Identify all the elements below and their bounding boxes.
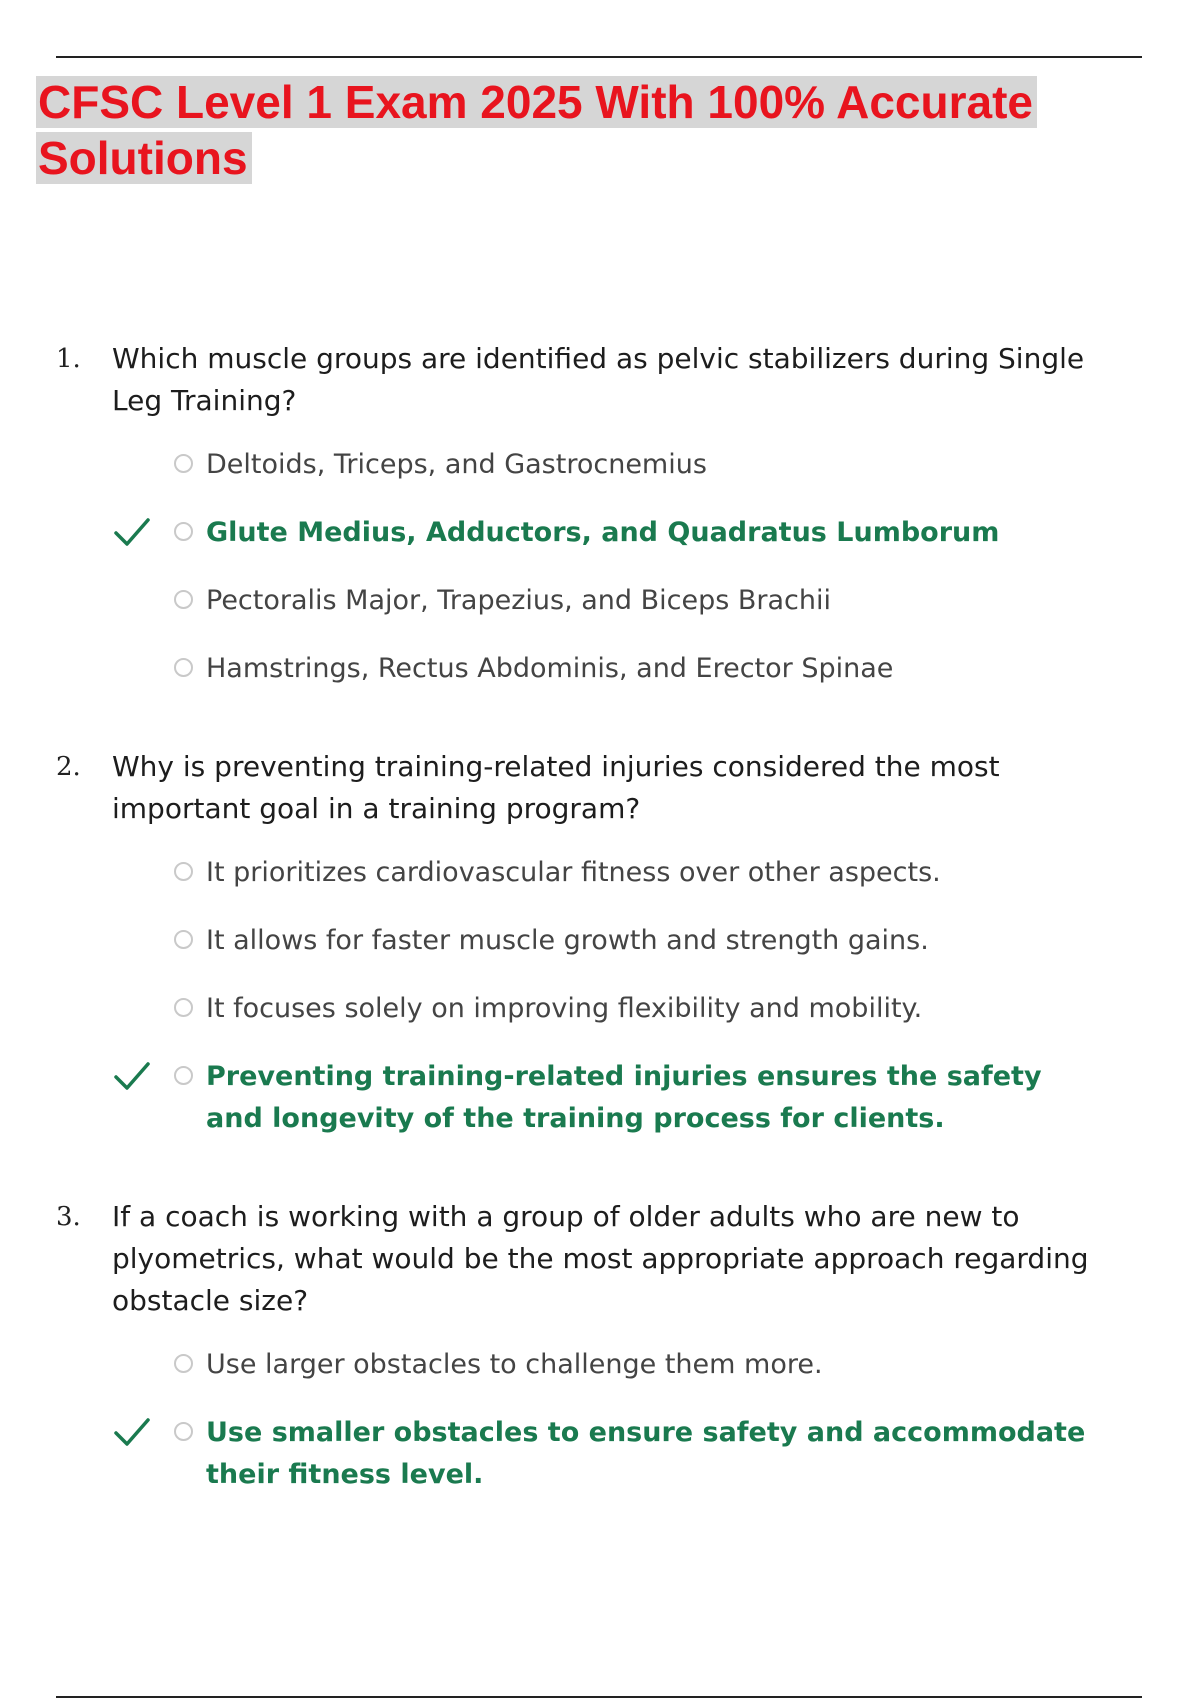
top-rule (56, 56, 1142, 58)
answer-option[interactable] (52, 648, 1152, 690)
question-2 (52, 746, 1152, 1166)
check-icon (112, 1058, 152, 1094)
document-title: CFSC Level 1 Exam 2025 With 100% Accurate Solutions (36, 74, 1146, 186)
bottom-rule (56, 1696, 1142, 1698)
answer-option-correct[interactable] (52, 1056, 1152, 1140)
check-icon (112, 1414, 152, 1450)
radio-circle-icon[interactable] (174, 1354, 193, 1373)
option-text: Use larger obstacles to challenge them more. (206, 1349, 823, 1380)
radio-circle-icon[interactable] (174, 930, 193, 949)
question-1 (52, 338, 1152, 716)
question-text: Which muscle groups are identified as pelvic stabilizers during Single Leg Training? (112, 342, 1085, 417)
answer-option[interactable] (52, 1344, 1152, 1386)
radio-circle-icon[interactable] (174, 1422, 193, 1441)
answer-option[interactable] (52, 852, 1152, 894)
question-3 (52, 1196, 1152, 1522)
radio-circle-icon[interactable] (174, 454, 193, 473)
question-number: 3. (56, 1202, 81, 1232)
option-text: It prioritizes cardiovascular fitness over other aspects. (206, 857, 941, 888)
question-text: If a coach is working with a group of older adults who are new to plyometrics, what would be the most appropriate approach regarding obstacle size? (112, 1200, 1089, 1317)
option-text: It focuses solely on improving flexibility and mobility. (206, 993, 923, 1024)
answer-option[interactable] (52, 580, 1152, 622)
answer-option[interactable] (52, 988, 1152, 1030)
radio-circle-icon[interactable] (174, 1066, 193, 1085)
answer-option-correct[interactable] (52, 512, 1152, 554)
option-text: Use smaller obstacles to ensure safety and accommodate their fitness level. (206, 1417, 1086, 1490)
option-text: Glute Medius, Adductors, and Quadratus Lumborum (206, 517, 1000, 548)
answer-option[interactable] (52, 920, 1152, 962)
question-number: 2. (56, 752, 81, 782)
option-text: Deltoids, Triceps, and Gastrocnemius (206, 449, 707, 480)
option-text: Preventing training-related injuries ensures the safety and longevity of the training process for clients. (206, 1061, 1042, 1134)
check-icon (112, 514, 152, 550)
radio-circle-icon[interactable] (174, 862, 193, 881)
answer-option[interactable] (52, 444, 1152, 486)
radio-circle-icon[interactable] (174, 658, 193, 677)
radio-circle-icon[interactable] (174, 522, 193, 541)
radio-circle-icon[interactable] (174, 998, 193, 1017)
answer-option-correct[interactable] (52, 1412, 1152, 1496)
option-text: Hamstrings, Rectus Abdominis, and Erector Spinae (206, 653, 894, 684)
question-text: Why is preventing training-related injuries considered the most important goal in a training program? (112, 750, 1000, 825)
option-text: Pectoralis Major, Trapezius, and Biceps Brachii (206, 585, 832, 616)
option-text: It allows for faster muscle growth and strength gains. (206, 925, 929, 956)
question-number: 1. (56, 344, 81, 374)
radio-circle-icon[interactable] (174, 590, 193, 609)
